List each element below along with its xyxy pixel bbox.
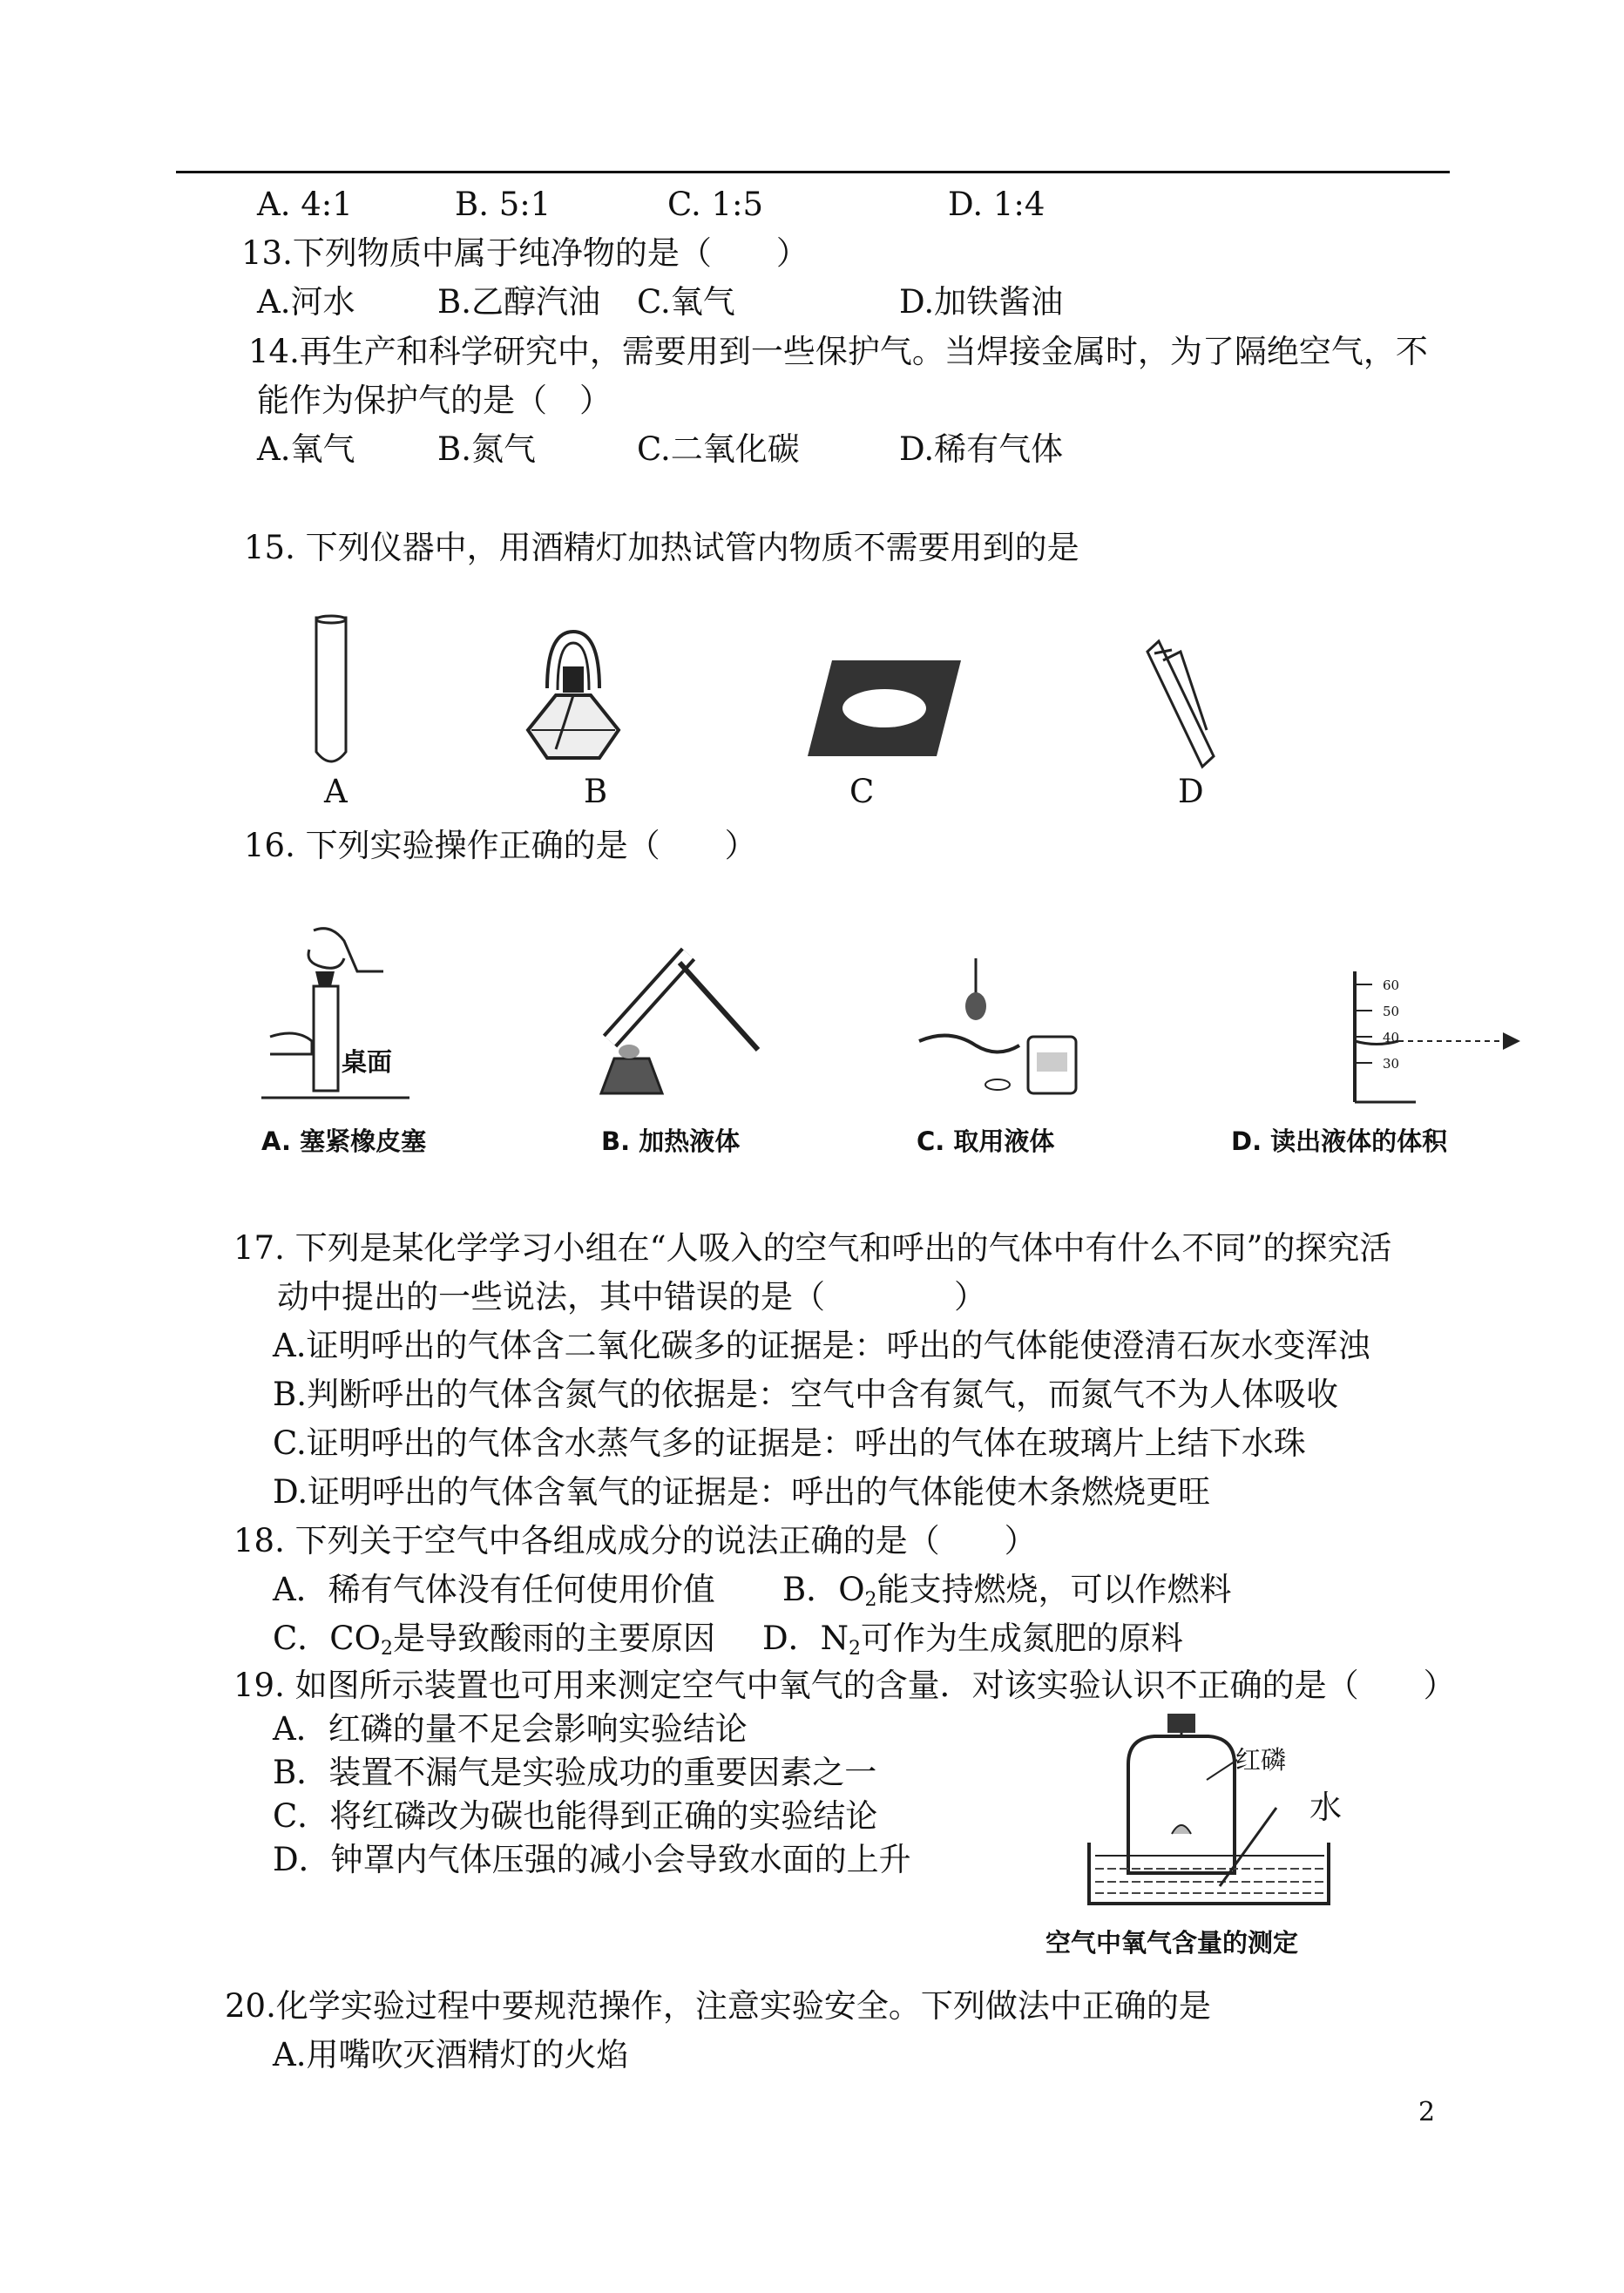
- cylinder-tick-30: 30: [1383, 1056, 1400, 1072]
- test-tube-figure: [309, 614, 353, 771]
- q17-stem-line1: 17. 下列是某化学学习小组在“人吸入的空气和呼出的气体中有什么不同”的探究活: [233, 1229, 1392, 1267]
- test-tube-holder-figure: [1137, 634, 1224, 774]
- q13-stem: 13.下列物质中属于纯净物的是（ ）: [241, 234, 809, 272]
- q19-option-c: C．将红磷改为碳也能得到正确的实验结论: [273, 1797, 878, 1835]
- q17-option-d: D.证明呼出的气体含氧气的证据是：呼出的气体能使木条燃烧更旺: [273, 1473, 1211, 1511]
- q13-option-c: C.氧气: [637, 283, 735, 321]
- q17-option-b: B.判断呼出的气体含氮气的依据是：空气中含有氮气，而氮气不为人体吸收: [273, 1376, 1338, 1413]
- q18-option-d: D．$N_2$可作为生成氮肥的原料: [762, 1620, 1184, 1660]
- graduated-cylinder-figure: [1346, 967, 1529, 1106]
- q16-caption-b: B. 加热液体: [601, 1126, 741, 1156]
- q16-caption-c: C. 取用液体: [917, 1126, 1055, 1156]
- q14-option-c: C.二氧化碳: [637, 430, 800, 468]
- q12-option-b: B. 5:1: [455, 186, 551, 223]
- q18-stem: 18. 下列关于空气中各组成成分的说法正确的是（ ）: [233, 1522, 1037, 1559]
- q12-option-a: A. 4:1: [257, 186, 353, 223]
- q18-option-b: B．$O_2$能支持燃烧，可以作燃料: [782, 1571, 1232, 1611]
- q13-option-d: D.加铁酱油: [899, 283, 1064, 321]
- q13-option-b: B.乙醇汽油: [437, 283, 600, 321]
- q19-option-a: A．红磷的量不足会影响实验结论: [273, 1710, 748, 1748]
- taking-liquid-figure: [915, 958, 1080, 1098]
- q15-label-d: D: [1178, 773, 1204, 810]
- q14-option-d: D.稀有气体: [899, 430, 1064, 468]
- q20-option-a: A.用嘴吹灭酒精灯的火焰: [273, 2036, 629, 2073]
- q15-label-c: C: [849, 773, 875, 810]
- q18-option-c: C．$CO_2$是导致酸雨的主要原因: [273, 1620, 715, 1660]
- q15-label-a: A: [324, 773, 348, 810]
- q19-stem: 19. 如图所示装置也可用来测定空气中氧气的含量．对该实验认识不正确的是（ ）: [233, 1667, 1456, 1704]
- alcohol-lamp-figure: [521, 627, 626, 767]
- q19-option-d: D．钟罩内气体压强的减小会导致水面的上升: [273, 1841, 911, 1878]
- q14-stem-line1: 14.再生产和科学研究中，需要用到一些保护气。当焊接金属时，为了隔绝空气，不: [248, 333, 1428, 370]
- q17-option-a: A.证明呼出的气体含二氧化碳多的证据是：呼出的气体能使澄清石灰水变浑浊: [273, 1327, 1370, 1364]
- water-label: 水: [1309, 1789, 1342, 1826]
- cylinder-tick-60: 60: [1383, 977, 1400, 993]
- q15-label-b: B: [584, 773, 608, 810]
- q14-option-a: A.氧气: [257, 430, 355, 468]
- q18-option-a: A．稀有气体没有任何使用价值: [273, 1571, 715, 1608]
- desk-label: 桌面: [342, 1047, 393, 1077]
- page-number: 2: [1418, 2097, 1436, 2127]
- q12-option-c: C. 1:5: [667, 186, 764, 223]
- q17-option-c: C.证明呼出的气体含水蒸气多的证据是：呼出的气体在玻璃片上结下水珠: [273, 1424, 1306, 1462]
- q19-option-b: B．装置不漏气是实验成功的重要因素之一: [273, 1754, 877, 1791]
- bell-jar-figure-caption: 空气中氧气含量的测定: [1045, 1928, 1299, 1958]
- red-phosphorus-label: 红磷: [1235, 1745, 1287, 1775]
- q16-caption-a: A. 塞紧橡皮塞: [261, 1126, 427, 1156]
- q13-option-a: A.河水: [257, 283, 355, 321]
- q14-option-b: B.氮气: [437, 430, 536, 468]
- q15-stem: 15. 下列仪器中，用酒精灯加热试管内物质不需要用到的是: [244, 529, 1079, 566]
- q16-caption-d: D. 读出液体的体积: [1231, 1126, 1448, 1156]
- bell-jar-apparatus-figure: [1085, 1712, 1337, 1912]
- stopper-insertion-figure: [261, 923, 409, 1111]
- q12-option-d: D. 1:4: [948, 186, 1045, 223]
- cylinder-tick-50: 50: [1383, 1004, 1400, 1019]
- wire-gauze-figure: [806, 653, 963, 762]
- cylinder-tick-40: 40: [1383, 1030, 1400, 1045]
- heating-liquid-figure: [592, 945, 767, 1102]
- q14-stem-line2: 能作为保护气的是（ ）: [257, 382, 612, 419]
- q20-stem: 20.化学实验过程中要规范操作，注意实验安全。下列做法中正确的是: [225, 1987, 1211, 2025]
- q16-stem: 16. 下列实验操作正确的是（ ）: [244, 827, 757, 864]
- header-rule: [176, 171, 1450, 173]
- q17-stem-line2: 动中提出的一些说法，其中错误的是（ ）: [277, 1278, 986, 1316]
